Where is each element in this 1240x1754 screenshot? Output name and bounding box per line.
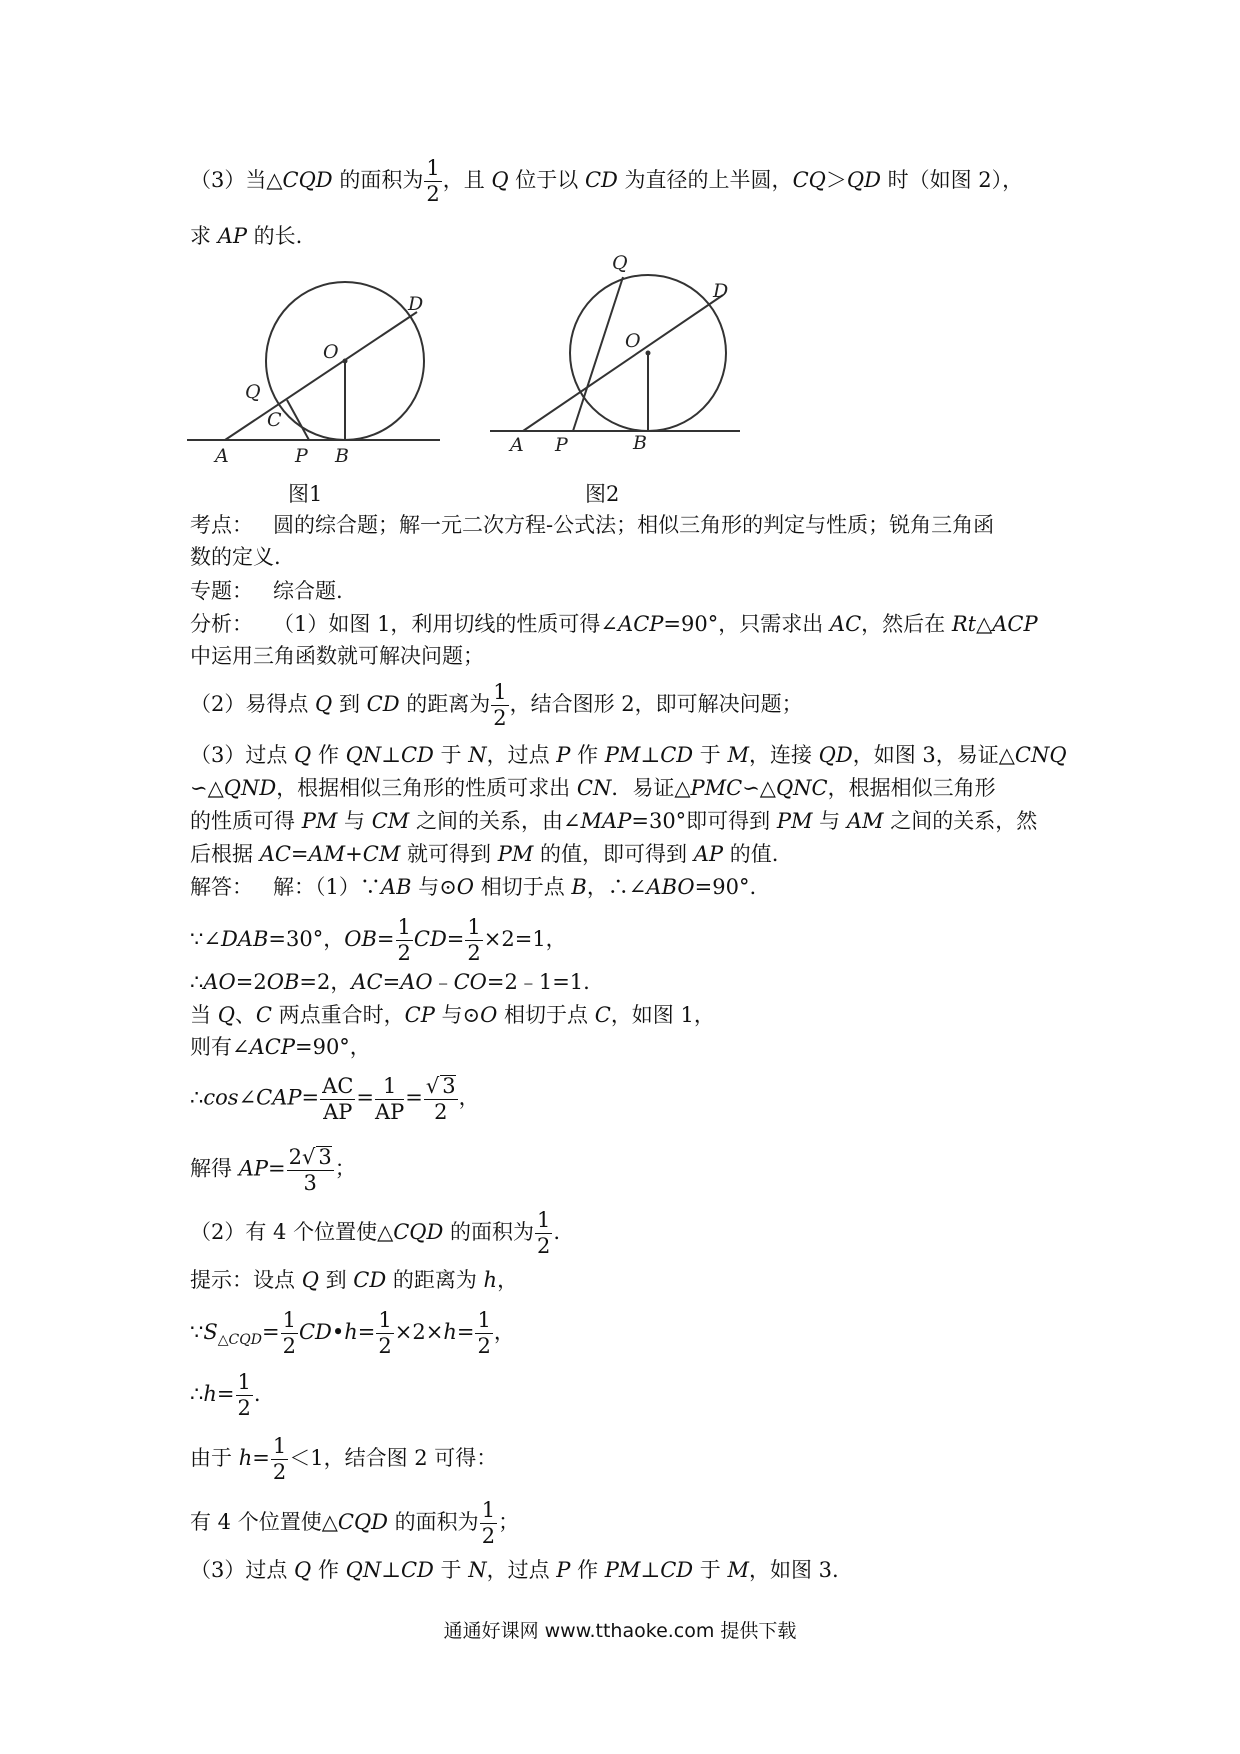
label-p: P [295,445,308,467]
solution-line-6: ∴cos∠CAP= $\frac{AC}{AP}$ = $\frac{1}{AP}$ = $\frac{√ 3}{2}$ ， [190,1073,480,1124]
analysis-line-2: 中运用三角函数就可解决问题； [190,644,484,668]
analysis-line-4: （3）过点 Q 作 QN⊥CD 于 N，过点 P 作 PM⊥CD 于 M，连接 QD，如图 3，易证△CNQ [190,743,1067,767]
solution-line-12: 由于 h= $\frac{1}{2}$ ＜1，结合图 2 可得： [190,1434,498,1484]
label-a: A [215,445,229,467]
label-b: B [335,445,349,467]
solution-line-8: （2）有 4 个位置使△CQD 的面积为 $\frac{1}{2}$ . [190,1208,561,1258]
solution-line-14: （3）过点 Q 作 QN⊥CD 于 N，过点 P 作 PM⊥CD 于 M，如图 3. [190,1558,839,1582]
label-o: O [625,330,641,352]
label-d: D [713,280,729,302]
label-a: A [510,434,524,456]
figure-2 [485,245,745,465]
question-3-line-2: 求 AP 的长. [190,224,303,248]
label-c: C [267,409,282,431]
label-d: D [408,293,424,315]
analysis-line-3: （2）易得点 Q 到 CD 的距离为 $\frac{1}{2}$ ，结合图形 2，即可解决问题； [190,680,803,730]
figure-2-caption: 图2 [585,482,620,506]
analysis-line-5: ∽△QND，根据相似三角形的性质可求出 CN．易证△PMC∽△QNC，根据相似三角形 [190,776,996,800]
solution-line-10: $\because S_{\triangle CQD}=$ $\frac{1}{2}$ CD•h= $\frac{1}{2}$ ×2×h= $\frac{1}{2}$ ， [190,1308,515,1358]
zhuanti-line: 专题： 综合题. [190,579,343,603]
solution-line-11: ∴h= $\frac{1}{2}$ . [190,1370,261,1420]
solution-line-2: ∵∠DAB=30°，OB= $\frac{1}{2}$ CD= $\frac{1}{2}$ ×2=1， [190,915,567,965]
solution-line-13: 有 4 个位置使△CQD 的面积为 $\frac{1}{2}$ ； [190,1498,520,1548]
analysis-line-6: 的性质可得 PM 与 CM 之间的关系，由∠MAP=30°即可得到 PM 与 AM 之间的关系，然 [190,809,1038,833]
question-3-line-1: （3）当△CQD 的面积为 $\frac{1}{2}$ ，且 Q 位于以 CD 为直径的上半圆，CQ＞QD 时（如图 2）， [190,156,1024,206]
analysis-line-1: 分析： （1）如图 1，利用切线的性质可得∠ACP=90°，只需求出 AC，然后在 Rt△ACP [190,612,1038,636]
kaodian-line-1: 考点： 圆的综合题；解一元二次方程-公式法；相似三角形的判定与性质；锐角三角函 [190,513,995,537]
solution-line-1: 解答： 解：（1）∵AB 与⊙O 相切于点 B，∴∠ABO=90°. [190,875,757,899]
label-p: P [555,434,568,456]
fraction: $\frac{1}{2}$ [426,156,440,206]
page-footer: 通通好课网 www.tthaoke.com 提供下载 [443,1620,797,1642]
analysis-line-7: 后根据 AC=AM+CM 就可得到 PM 的值，即可得到 AP 的值. [190,842,779,866]
kaodian-line-2: 数的定义. [190,545,281,569]
solution-line-4: 当 Q、C 两点重合时，CP 与⊙O 相切于点 C，如图 1， [190,1003,715,1027]
solution-line-7: 解得 AP= $\frac{2√ 3}{3}$ ； [190,1145,356,1195]
label-q: Q [245,381,261,403]
label-o: O [323,341,339,363]
figure-1 [185,270,445,470]
label-q: Q [612,252,628,274]
solution-line-9: 提示：设点 Q 到 CD 的距离为 h， [190,1268,519,1292]
solution-line-5: 则有∠ACP=90°， [190,1035,371,1059]
label-b: B [633,432,647,454]
figure-1-caption: 图1 [288,482,323,506]
solution-line-3: ∴AO=2OB=2，AC=AO﹣CO=2﹣1=1. [190,970,590,994]
